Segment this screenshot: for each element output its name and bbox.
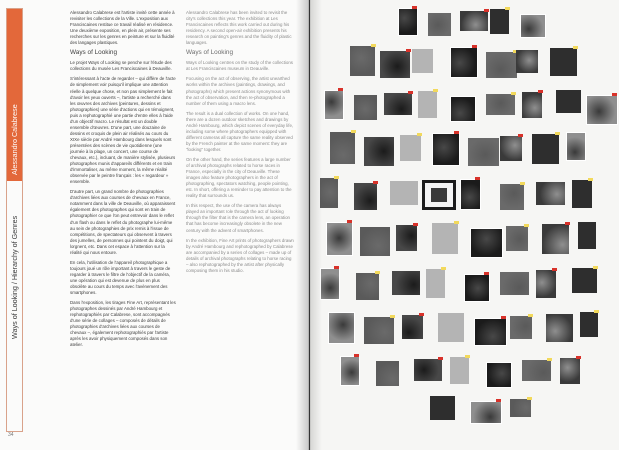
collage-photo [450,357,469,384]
collage-photo [324,90,344,120]
tape-marker [593,266,598,269]
collage-photo [402,315,423,339]
tape-marker [552,268,557,271]
left-page [0,0,309,450]
collage-photo [376,361,399,386]
tape-marker [334,266,339,269]
collage-photo [490,9,509,34]
tape-marker [475,177,480,180]
collage-photo [356,273,379,300]
collage-photo [510,316,532,339]
tape-marker [520,182,525,185]
french-paragraph: S'intéressant à l'acte de regarder – qui diffère de l'acte de simplement voir puisqu'il implique une attention réelle à quelque chose, et non pas simplement le fait d'avoir les yeux ouverts –, l'artiste a recherché dans les œuvres des archives (peintures, dessins et photographies) une série d'actions qui en témoignent, puis a rephotographié une partie d'entre elles à l'aide d'un objectif macro. Le résultat est un double ensemble d'œuvres. D'une part, une douzaine de dessins et croquis de plein air réalisés au cours du XIXe siècle par André Hambourg dans lesquels sont présentées des scènes de vie quotidienne (une journée à la plage, un concert, une course de chevaux, etc.), incluant, de manière stylisée, plusieurs photographes munis d'appareils différents et en train d'immortaliser, au même moment, la même réalité observée par le peintre français : les « regardeur » ensemble. [70,76,176,185]
french-paragraph: D'autre part, un grand nombre de photographies d'archives liées aux courses de chevaux en France, notamment dans la ville de Deauville, où apparaissent également des photographes qui sont en train de photographier ce que l'on peut entrevoir dans le reflet d'un flash ou dans le reflet du photographe lui-même au sein de photographies de prix remis à l'issue de compétitions, de spectateurs qui observent à travers des jumelles, de personnes qui pointent du doigt, qui lorgnent, etc. Dans cet espace à l'attention sur la réalité qui nous entoure. [70,189,176,255]
collage-photo [546,314,573,342]
english-paragraph: The result is a dual collection of works. On one hand, there are a dozen outdoor sketches and drawings by André Hambourg, which depict scenes of everyday life, including some where photographers equipped with different cameras all capture the same reality observed by the French painter at the same moment: they are "looking" together. [186,110,294,152]
english-paragraph: In the exhibition, Fine Art prints of photographers drawn by André Hambourg and rephotographed by Calabrese are accompanied by a series of collages – made up of details of archival photographs relating to horse racing – also rephotographed by the artist after physically composing them in his studio. [186,237,294,273]
collage-photo [536,270,556,298]
collage-photo [320,178,338,208]
collage-photo [432,133,460,166]
collage-photo [542,224,569,254]
tape-marker [465,355,470,358]
tape-marker [524,224,529,227]
photo-collage [310,0,619,450]
collage-photo [566,132,586,161]
collage-photo [578,222,596,249]
tape-marker [576,356,581,359]
collage-photo [550,48,577,76]
tape-marker [454,221,459,224]
collage-photo [326,222,353,256]
tape-marker [390,315,395,318]
collage-photo [350,46,375,76]
collage-photo [450,96,476,122]
french-heading: Ways of Looking [70,49,118,57]
collage-photo [384,93,412,115]
collage-photo [438,313,464,342]
collage-photo [360,227,390,256]
collage-photo [364,137,394,166]
tape-marker [555,132,560,135]
collage-photo [468,138,499,166]
collage-photo [340,356,360,386]
collage-photo [432,223,458,254]
french-paragraph: Dans l'exposition, les tirages Fine Art, représentant les photographes dessinés par André Hambourg et rephotographiés par Calabrese, sont accompagnés d'une série de collages – composés de détails de photographies d'archives liées aux courses de chevaux –, également rephotographiés par l'artiste après les avoir physiquement composés dans son atelier. [70,300,176,348]
collage-photo [320,268,340,300]
collage-photo [400,135,421,161]
collage-photo [330,132,355,164]
collage-photo [364,317,394,344]
collage-photo [328,312,355,344]
tape-marker [438,357,443,360]
tape-marker [573,46,578,49]
collage-photo [486,362,512,388]
collage-photo [414,359,442,381]
featured-photo-frame [422,180,456,210]
tape-marker [371,44,376,47]
french-intro: Alessandro Calabrese est l'artiste invité cette année à revisiter les collections de la Ville. L'exposition aux Franciscaines restitue ce travail réalisé en résidence. Une deuxième exposition, en plein air, présente ses recherches sur les genres en peinture et sur la fluidité des langages plastiques. [70,10,175,46]
collage-photo [418,91,437,118]
collage-photo [572,268,597,293]
collage-photo [510,399,531,417]
tape-marker [419,313,424,316]
collage-photo [450,47,478,78]
tape-marker [472,45,477,48]
collage-photo [470,401,502,424]
tape-marker [412,6,417,9]
tape-marker [538,90,543,93]
tape-marker [547,358,552,361]
tape-marker [351,130,356,133]
collage-photo [556,90,581,113]
tape-marker [496,399,501,402]
tape-marker [511,92,516,95]
english-intro: Alessandro Calabrese has been invited to revisit the city's collections this year. The exhibition at Les Franciscaines reflects this work carried out during his residency. A second open-air exhibition presents his research on painting's genres and the fluidity of plastic languages. [186,10,292,46]
collage-photo [516,50,538,73]
tape-marker [527,397,532,400]
tape-marker [375,271,380,274]
tape-marker [373,181,378,184]
collage-photo [396,225,417,251]
collage-photo [426,269,445,298]
collage-photo [500,272,529,295]
tape-marker [588,178,593,181]
tape-marker [413,223,418,226]
tape-marker [518,134,523,137]
tape-marker [505,7,510,10]
tape-marker [612,93,617,96]
english-heading: Ways of Looking [186,49,234,57]
collage-photo [464,274,490,302]
collage-photo [460,179,481,210]
collage-photo [486,94,515,115]
featured-photo-image [431,188,447,202]
tape-marker [417,133,422,136]
tape-marker [528,314,533,317]
collage-photo [520,14,546,38]
tape-marker [484,272,489,275]
tape-marker [501,316,506,319]
collage-photo [430,396,455,420]
tape-marker [334,176,339,179]
english-paragraph: In this respect, the use of the camera has always played an important role through the act of looking through the filter that is the camera lens, an operation that has become increasingly obsolete in the new century with the advent of smartphones. [186,203,290,233]
collage-photo [572,180,592,208]
collage-photo [486,52,517,78]
french-column [70,10,176,352]
english-column [186,10,294,278]
collage-photo [398,8,418,36]
page-number: 34 [8,432,14,438]
collage-photo [354,183,377,210]
collage-photo [354,95,377,120]
english-paragraph: Ways of Looking centres on the study of the collections at Les Franciscaines museum in Deauville. [186,60,293,72]
collage-photo [560,358,580,384]
collage-photo [460,11,488,31]
tape-marker [433,89,438,92]
english-paragraph: On the other hand, the series features a large number of archival photographs related to horse races in France, especially in the city of Deauville. These images also feature photographers in the act of photographing, spectators watching, people pointing, etc. In short, offering a reminder to pay attention to the reality that surrounds us. [186,156,292,199]
collage-photo [506,226,528,251]
tape-marker [354,354,359,357]
collage-photo [392,271,420,295]
french-paragraph: Le projet Ways of Looking se penche sur l'étude des collections du musée Les Franciscaines à Deauville. [70,60,172,72]
collage-photo [536,182,565,205]
tape-marker [441,267,446,270]
collage-photo [470,228,503,258]
collage-photo [390,181,418,205]
tape-marker [565,222,570,225]
series-title: Ways of Looking / Hierarchy of Genres [10,215,19,339]
artist-name: Alessandro Calabrese [10,104,19,175]
collage-photo [428,13,451,36]
collage-photo [586,95,618,125]
tape-marker [594,310,599,313]
english-paragraph: Focusing on the act of observing, the artist unearthed works within the archives (paintings, drawings, and photographs) which present actions synonymous with the act of observation, and then re-photographed a number of them using a macro lens. [186,76,291,106]
tape-marker [347,220,352,223]
collage-photo [532,134,559,164]
tape-marker [484,9,489,12]
collage-photo [380,51,410,78]
tape-marker [454,131,459,134]
sidebar-title-band [6,8,23,432]
french-paragraph: En cela, l'utilisation de l'appareil photographique a toujours joué un rôle important à travers le geste de regarder à travers le filtre de l'objectif de la caméra, une opération qui est devenue de plus en plus obsolète au cours du temps avec l'avènement des smartphones. [70,259,171,296]
collage-photo [580,312,598,337]
tape-marker [408,91,413,94]
right-page [310,0,619,450]
tape-marker [406,49,411,52]
collage-photo [500,184,524,210]
collage-photo [522,360,551,381]
collage-photo [500,136,522,161]
collage-photo [474,318,507,346]
tape-marker [338,88,343,91]
collage-photo [522,92,542,118]
collage-photo [412,49,433,73]
